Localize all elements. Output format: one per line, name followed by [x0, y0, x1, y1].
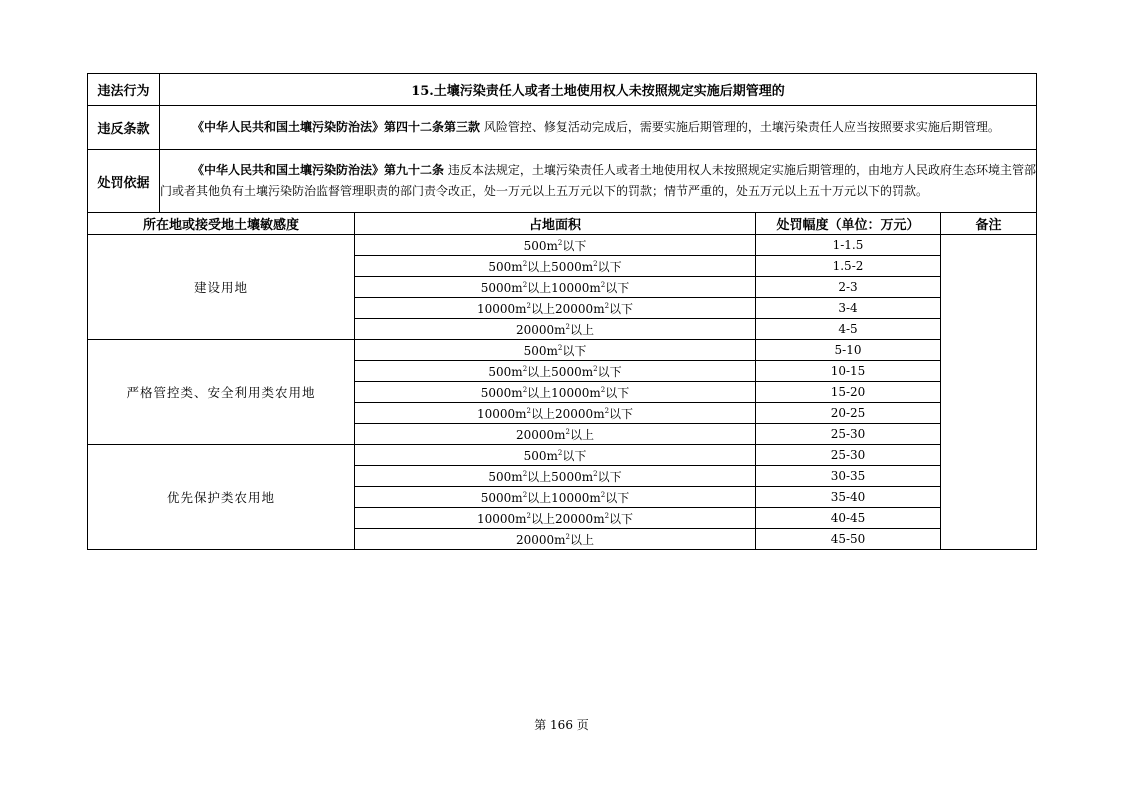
- penalty-range: 1-1.5: [756, 235, 941, 256]
- column-header-row: [88, 213, 1037, 235]
- area-max: 5000: [551, 259, 582, 274]
- area-unit: m: [511, 280, 523, 295]
- page-footer: [0, 716, 1123, 733]
- area-above: 以上: [570, 532, 595, 547]
- area-unit-superscript: 2: [593, 364, 598, 373]
- area-unit-superscript: 2: [522, 259, 528, 268]
- penalty-range: 2-3: [756, 277, 941, 298]
- area-min: 5000: [480, 490, 512, 505]
- table-row: [88, 235, 1037, 256]
- penalty-range: 5-10: [756, 340, 941, 361]
- area-unit-superscript: 2: [557, 343, 563, 352]
- area-unit: m: [546, 448, 558, 463]
- basis-law: 《中华人民共和国土壤污染防治法》第九十二条: [192, 163, 445, 177]
- penalty-range: 10-15: [756, 361, 941, 382]
- penalty-range: 25-30: [756, 445, 941, 466]
- area-above: 以上: [527, 259, 552, 274]
- area-max: 20000: [555, 406, 594, 421]
- area-unit: m: [515, 406, 527, 421]
- area-below: 以下: [605, 280, 630, 295]
- area-cell: [355, 424, 756, 445]
- area-unit-superscript: 2: [522, 490, 528, 499]
- area-unit-superscript: 2: [565, 322, 571, 331]
- sensitivity-header: 所在地或接受地土壤敏感度: [88, 213, 355, 235]
- area-above: 以上: [527, 385, 552, 400]
- area-unit: m: [589, 490, 601, 505]
- area-below: 以下: [562, 343, 587, 358]
- footer-prefix: 第: [534, 718, 547, 732]
- area-min: 5000: [480, 385, 512, 400]
- violation-row: [88, 74, 1037, 106]
- area-unit-superscript: 2: [565, 427, 571, 436]
- area-cell: [355, 529, 756, 550]
- area-below: 以下: [605, 385, 630, 400]
- table-row: [88, 445, 1037, 466]
- area-unit-superscript: 2: [522, 385, 528, 394]
- area-unit: m: [581, 469, 594, 484]
- sensitivity-category: 严格管控类、安全利用类农用地: [88, 340, 355, 445]
- remarks-cell: [941, 235, 1037, 550]
- area-unit: m: [511, 469, 523, 484]
- area-cell: [355, 445, 756, 466]
- clause-row: [88, 106, 1037, 150]
- area-cell: [355, 466, 756, 487]
- area-header: 占地面积: [355, 213, 756, 235]
- area-below: 以下: [562, 238, 587, 253]
- area-unit-superscript: 2: [565, 532, 571, 541]
- area-max: 10000: [551, 280, 590, 295]
- sensitivity-category: 优先保护类农用地: [88, 445, 355, 550]
- penalty-range: 25-30: [756, 424, 941, 445]
- area-cell: [355, 508, 756, 529]
- area-unit: m: [554, 427, 566, 442]
- area-cell: [355, 382, 756, 403]
- area-unit-superscript: 2: [526, 511, 531, 520]
- area-min: 10000: [476, 406, 516, 421]
- area-unit-superscript: 2: [604, 511, 610, 520]
- area-unit: m: [581, 259, 594, 274]
- area-above: 以上: [530, 511, 555, 526]
- area-above: 以上: [527, 280, 552, 295]
- area-unit-superscript: 2: [600, 385, 606, 394]
- area-cell: [355, 487, 756, 508]
- area-cell: [355, 319, 756, 340]
- area-cell: [355, 340, 756, 361]
- penalty-header: 处罚幅度（单位：万元）: [756, 213, 941, 235]
- area-unit-superscript: 2: [593, 469, 598, 478]
- area-max: 10000: [551, 385, 590, 400]
- area-unit: m: [581, 364, 594, 379]
- page-number: 166: [550, 718, 573, 732]
- area-unit-superscript: 2: [600, 490, 606, 499]
- penalty-range: 4-5: [756, 319, 941, 340]
- area-cell: [355, 298, 756, 319]
- area-min: 500: [488, 259, 512, 274]
- area-max: 10000: [551, 490, 590, 505]
- area-cell: [355, 361, 756, 382]
- area-below: 以下: [597, 364, 622, 379]
- area-cell: [355, 277, 756, 298]
- area-unit-superscript: 2: [557, 448, 563, 457]
- area-unit: m: [511, 364, 523, 379]
- area-above: 以上: [570, 427, 595, 442]
- remarks-header: 备注: [941, 213, 1037, 235]
- area-unit-superscript: 2: [557, 238, 563, 247]
- basis-text: 违反本法规定，土壤污染责任人或者土地使用权人未按照规定实施后期管理的，由地方人民政府生态环境主管部门或者其他负有土壤污染防治监督管理职责的部门责令改正，处一万元以上五万元以下的罚款；情节严重的，处五万元以上五十万元以下的罚款。: [160, 163, 1036, 198]
- area-unit: m: [554, 532, 566, 547]
- penalty-range: 20-25: [756, 403, 941, 424]
- area-min: 500: [488, 364, 512, 379]
- area-unit: m: [546, 343, 558, 358]
- area-below: 以下: [609, 511, 634, 526]
- area-min: 20000: [515, 427, 555, 442]
- penalty-table: [87, 73, 1037, 550]
- area-unit: m: [546, 238, 558, 253]
- area-unit: m: [511, 259, 523, 274]
- area-unit: m: [589, 385, 601, 400]
- area-unit-superscript: 2: [522, 364, 528, 373]
- clause-text: 风险管控、修复活动完成后，需要实施后期管理的，土壤污染责任人应当按照要求实施后期管理。: [483, 120, 1000, 134]
- penalty-range: 3-4: [756, 298, 941, 319]
- table-row: [88, 340, 1037, 361]
- area-max: 20000: [555, 511, 594, 526]
- penalty-range: 40-45: [756, 508, 941, 529]
- area-unit-superscript: 2: [526, 301, 531, 310]
- area-min: 10000: [476, 301, 516, 316]
- clause-label: 违反条款: [88, 106, 160, 150]
- basis-cell: [160, 150, 1037, 213]
- area-above: 以上: [527, 364, 552, 379]
- area-unit: m: [515, 301, 527, 316]
- area-unit: m: [593, 406, 605, 421]
- area-unit-superscript: 2: [600, 280, 606, 289]
- area-unit: m: [554, 322, 566, 337]
- area-unit-superscript: 2: [526, 406, 531, 415]
- area-below: 以下: [562, 448, 587, 463]
- area-unit-superscript: 2: [604, 301, 610, 310]
- area-cell: [355, 403, 756, 424]
- area-min: 20000: [515, 322, 555, 337]
- area-below: 以下: [597, 469, 622, 484]
- penalty-range: 45-50: [756, 529, 941, 550]
- area-above: 以上: [530, 301, 555, 316]
- area-unit: m: [511, 385, 523, 400]
- area-max: 500: [523, 343, 547, 358]
- area-above: 以上: [527, 490, 552, 505]
- clause-cell: [160, 106, 1037, 150]
- area-unit: m: [593, 511, 605, 526]
- area-min: 5000: [480, 280, 512, 295]
- penalty-range: 30-35: [756, 466, 941, 487]
- area-below: 以下: [609, 301, 634, 316]
- sensitivity-category: 建设用地: [88, 235, 355, 340]
- area-below: 以下: [605, 490, 630, 505]
- penalty-range: 35-40: [756, 487, 941, 508]
- area-min: 10000: [476, 511, 516, 526]
- area-unit-superscript: 2: [522, 469, 528, 478]
- area-below: 以下: [597, 259, 622, 274]
- area-above: 以上: [527, 469, 552, 484]
- area-max: 500: [523, 448, 547, 463]
- area-below: 以下: [609, 406, 634, 421]
- area-unit: m: [589, 280, 601, 295]
- footer-suffix: 页: [576, 718, 589, 732]
- area-cell: [355, 235, 756, 256]
- area-cell: [355, 256, 756, 277]
- clause-law: 《中华人民共和国土壤污染防治法》第四十二条第三款: [192, 120, 481, 134]
- basis-row: [88, 150, 1037, 213]
- area-above: 以上: [530, 406, 555, 421]
- area-unit-superscript: 2: [604, 406, 610, 415]
- area-unit-superscript: 2: [522, 280, 528, 289]
- area-max: 5000: [551, 364, 582, 379]
- penalty-range: 1.5-2: [756, 256, 941, 277]
- area-unit: m: [593, 301, 605, 316]
- penalty-range: 15-20: [756, 382, 941, 403]
- area-unit-superscript: 2: [593, 259, 598, 268]
- area-unit: m: [515, 511, 527, 526]
- area-min: 20000: [515, 532, 555, 547]
- area-unit: m: [511, 490, 523, 505]
- violation-label: 违法行为: [88, 74, 160, 106]
- area-above: 以上: [570, 322, 595, 337]
- area-max: 5000: [551, 469, 582, 484]
- area-min: 500: [488, 469, 512, 484]
- basis-label: 处罚依据: [88, 150, 160, 213]
- violation-title: 15.土壤污染责任人或者土地使用权人未按照规定实施后期管理的: [160, 74, 1037, 106]
- area-max: 20000: [555, 301, 594, 316]
- area-max: 500: [523, 238, 547, 253]
